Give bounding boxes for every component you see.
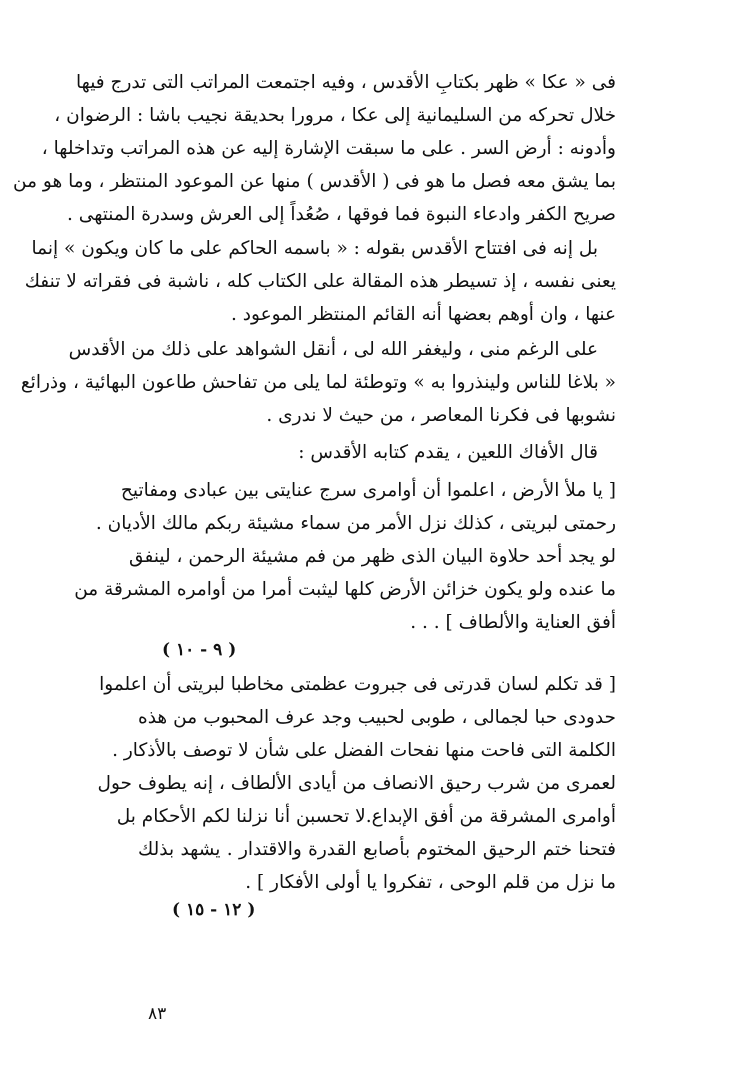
text-line: [ يا ملأ الأرض ، اعلموا أن أوامرى سرج عنايتى بين عبادى ومفاتيح <box>120 480 616 501</box>
text-line: فتحنا ختم الرحيق المختوم بأصابع القدرة والاقتدار . يشهد بذلك <box>138 839 616 860</box>
quote-reference-1: ( ٩ - ١٠ ) <box>162 640 237 660</box>
text-line: أفق العناية والألطاف ] . . . <box>410 612 616 633</box>
text-line: الكلمة التى فاحت منها نفحات الفضل على شأن لا توصف بالأذكار . <box>112 740 616 761</box>
text-line: خلال تحركه من السليمانية إلى عكا ، مرورا بحديقة نجيب باشا : الرضوان ، <box>54 105 616 126</box>
text-line: يعنى نفسه ، إذ تسيطر هذه المقالة على الكتاب كله ، ناشبة فى فقراته لا تنفك <box>24 271 616 292</box>
text-line: صريح الكفر وادعاء النبوة فما فوقها ، صُعُداً إلى العرش وسدرة المنتهى . <box>67 204 616 225</box>
text-line: ما نزل من قلم الوحى ، تفكروا يا أولى الأفكار ] . <box>245 872 616 893</box>
paragraph-1 <box>13 66 616 231</box>
text-line: « بلاغا للناس ولينذروا به » وتوطئة لما يلى من تفاحش طاعون البهائية ، وذرائع <box>20 372 616 393</box>
quote-1 <box>74 474 616 639</box>
quote-reference-2: ( ١٢ - ١٥ ) <box>172 900 256 920</box>
text-line: حدودى حبا لجمالى ، طوبى لحبيب وجد عرف المحبوب من هذه <box>138 707 616 728</box>
text-line: بما يشق معه فصل ما هو فى ( الأقدس ) منها عن الموعود المنتظر ، وما هو من <box>13 171 616 192</box>
text-line: [ قد تكلم لسان قدرتى فى جبروت عظمتى مخاطبا لبريتى أن اعلموا <box>99 674 616 695</box>
quote-2 <box>97 668 616 899</box>
text-line: نشوبها فى فكرنا المعاصر ، من حيث لا ندرى . <box>266 405 616 426</box>
text-line: لو يجد أحد حلاوة البيان الذى ظهر من فم مشيئة الرحمن ، لينفق <box>129 546 616 567</box>
text-line: على الرغم منى ، وليغفر الله لى ، أنقل الشواهد على ذلك من الأقدس <box>68 339 598 360</box>
paragraph-4 <box>138 436 616 469</box>
paragraph-3 <box>20 333 616 432</box>
text-line: أوامرى المشرقة من أفق الإبداع.لا تحسبن أنا نزلنا لكم الأحكام بل <box>116 806 616 827</box>
paragraph-2 <box>24 232 616 331</box>
text-line: بل إنه فى افتتاح الأقدس بقوله : « باسمه الحاكم على ما كان ويكون » إنما <box>31 238 598 259</box>
text-line: ما عنده ولو يكون خزائن الأرض كلها ليثبت أمرا من أوامره المشرقة من <box>74 579 616 600</box>
text-line: فى « عكا » ظهر بكتابِ الأقدس ، وفيه اجتمعت المراتب التى تدرج فيها <box>76 72 616 93</box>
text-line: رحمتى لبريتى ، كذلك نزل الأمر من سماء مشيئة ربكم مالك الأديان . <box>95 513 616 534</box>
text-line: وأدونه : أرض السر . على ما سبقت الإشارة إليه عن هذه المراتب وتداخلها ، <box>41 138 616 159</box>
text-line: عنها ، وان أوهم بعضها أنه القائم المنتظر الموعود . <box>231 304 616 325</box>
text-line: لعمرى من شرب رحيق الانصاف من أيادى الألطاف ، إنه يطوف حول <box>97 773 616 794</box>
text-line: قال الأفاك اللعين ، يقدم كتابه الأقدس : <box>298 442 598 463</box>
page-number: ٨٣ <box>148 1004 167 1024</box>
